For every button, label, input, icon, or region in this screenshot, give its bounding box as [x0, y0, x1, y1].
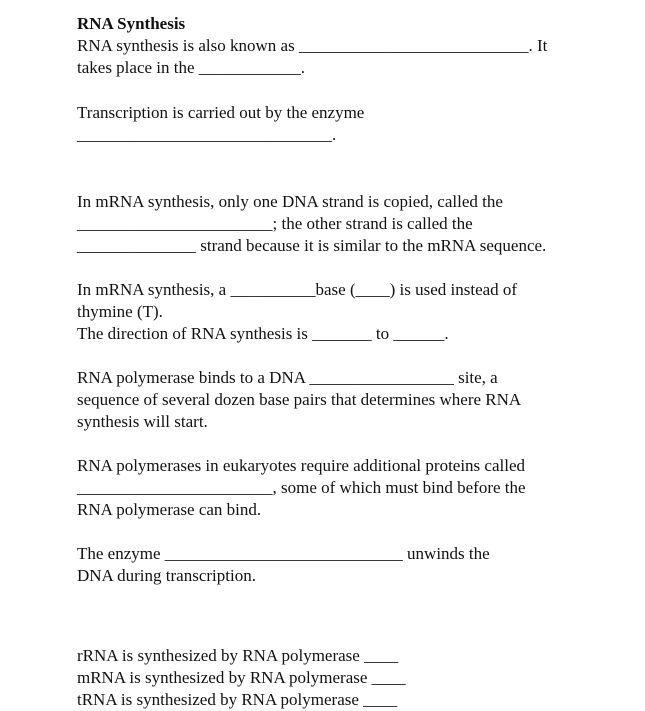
q7-line1: [77, 543, 607, 565]
q4-direction-text: The direction of RNA synthesis is: [77, 324, 308, 343]
q1-line2: [77, 57, 607, 79]
q1-line1-end: . It: [528, 36, 548, 55]
q5-line2: sequence of several dozen base pairs that determines where RNA: [77, 390, 522, 409]
q4-text-a: In mRNA synthesis, a: [77, 280, 227, 299]
q3-line2-text: ; the other strand is called the: [272, 214, 473, 233]
q8-rrna-line: [77, 645, 607, 667]
q7-text-b: unwinds the: [407, 544, 490, 563]
worksheet-title: RNA Synthesis: [77, 14, 186, 33]
q8-rrna-text: rRNA is synthesized by RNA polymerase: [77, 646, 360, 665]
q6-line2-text: , some of which must bind before the: [272, 478, 526, 497]
q7-blank-enzyme[interactable]: ____________________________: [164, 544, 403, 563]
q3-line2: [77, 213, 607, 235]
q7-text-a: The enzyme: [77, 544, 161, 563]
q4-text-b: base (: [315, 280, 356, 299]
q6-line1: RNA polymerases in eukaryotes require additional proteins called: [77, 456, 526, 475]
q3-blank-coding-strand[interactable]: ______________: [77, 236, 196, 255]
q1-text-2: takes place in the: [77, 58, 195, 77]
q3-line3-text: strand because it is similar to the mRNA sequence.: [200, 236, 547, 255]
q1-blank-rna-synthesis-name[interactable]: ___________________________: [298, 36, 529, 55]
q1-line1: [77, 35, 607, 57]
q8-mrna-text: mRNA is synthesized by RNA polymerase: [77, 668, 368, 687]
q6-line2: [77, 477, 607, 499]
q4-line3: [77, 323, 607, 345]
q7-line2: DNA during transcription.: [77, 566, 256, 585]
q4-blank-direction-to[interactable]: ______: [393, 324, 445, 343]
q2-line1: Transcription is carried out by the enzyme: [77, 103, 365, 122]
q6-line3: RNA polymerase can bind.: [77, 500, 262, 519]
q3-line3: [77, 235, 607, 257]
q4-line3-end: .: [444, 324, 449, 343]
q4-blank-direction-from[interactable]: _______: [312, 324, 372, 343]
q4-line1: [77, 279, 607, 301]
q4-text-c: ) is used instead of: [389, 280, 518, 299]
q6-blank-transcription-factors[interactable]: _______________________: [77, 478, 273, 497]
q8-trna-text: tRNA is synthesized by RNA polymerase: [77, 690, 359, 709]
q2-blank-enzyme[interactable]: ______________________________: [77, 125, 332, 144]
q2-line2: [77, 124, 607, 146]
q8-trna-line: [77, 689, 607, 711]
q4-to-text: to: [375, 324, 390, 343]
q8-trna-blank[interactable]: ____: [363, 690, 398, 709]
q1-text: RNA synthesis is also known as: [77, 36, 295, 55]
q4-line2: thymine (T).: [77, 302, 163, 321]
q1-blank-location[interactable]: ____________: [198, 58, 301, 77]
q2-line2-end: .: [332, 125, 337, 144]
q5-text-b: site, a: [458, 368, 498, 387]
q5-text-a: RNA polymerase binds to a DNA: [77, 368, 306, 387]
q3-line1: In mRNA synthesis, only one DNA strand is copied, called the: [77, 192, 503, 211]
q8-rrna-blank[interactable]: ____: [364, 646, 399, 665]
q8-mrna-line: [77, 667, 607, 689]
q4-blank-base-name[interactable]: __________: [230, 280, 316, 299]
q5-line3: synthesis will start.: [77, 412, 208, 431]
q1-line2-end: .: [300, 58, 306, 77]
worksheet: [77, 13, 607, 711]
q4-blank-base-letter[interactable]: ____: [355, 280, 390, 299]
q5-line1: [77, 367, 607, 389]
q3-blank-template-strand[interactable]: _______________________: [77, 214, 273, 233]
q5-blank-promoter[interactable]: _________________: [309, 368, 454, 387]
q8-mrna-blank[interactable]: ____: [371, 668, 406, 687]
